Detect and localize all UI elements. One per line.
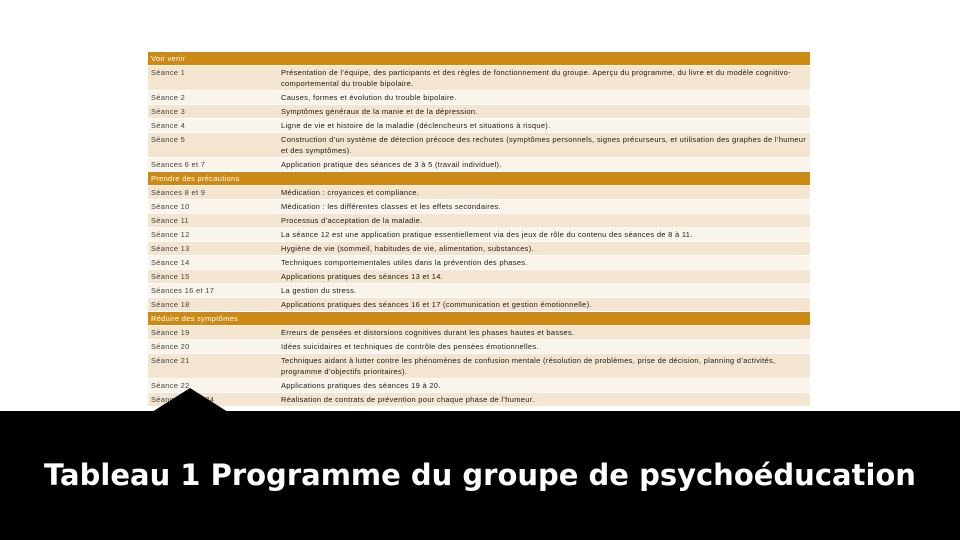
table-row <box>148 393 810 407</box>
content-cell: Symptômes généraux de la manie et de la dépression. <box>278 105 810 119</box>
content-cell: Application pratique des séances de 3 à 5 (travail individuel). <box>278 158 810 172</box>
session-cell: Séance 19 <box>148 326 278 340</box>
content-cell: Processus d’acceptation de la maladie. <box>278 214 810 228</box>
session-cell: Séance 4 <box>148 119 278 133</box>
session-cell: Séance 2 <box>148 91 278 105</box>
table-row <box>148 91 810 105</box>
section-title: Voir venir <box>148 52 810 66</box>
content-cell: Construction d’un système de détection précoce des rechutes (symptômes personnels, signes précurseurs, et utilisation des graphes de l’humeur et des symptômes). <box>278 133 810 158</box>
content-cell: Applications pratiques des séances 16 et 17 (communication et gestion émotionnelle). <box>278 298 810 312</box>
content-cell: Applications pratiques des séances 19 à 20. <box>278 379 810 393</box>
content-cell: Idées suicidaires et techniques de contrôle des pensées émotionnelles. <box>278 340 810 354</box>
session-cell: Séance 14 <box>148 256 278 270</box>
table-row <box>148 214 810 228</box>
table-row <box>148 284 810 298</box>
session-cell: Séance 18 <box>148 298 278 312</box>
session-cell: Séance 13 <box>148 242 278 256</box>
caption-notch <box>152 388 228 412</box>
table-row <box>148 133 810 158</box>
table-row <box>148 256 810 270</box>
session-cell: Séances 6 et 7 <box>148 158 278 172</box>
content-cell: Hygiène de vie (sommeil, habitudes de vie, alimentation, substances). <box>278 242 810 256</box>
session-cell: Séance 15 <box>148 270 278 284</box>
content-cell: Ligne de vie et histoire de la maladie (déclencheurs et situations à risque). <box>278 119 810 133</box>
table-row <box>148 200 810 214</box>
content-cell: La gestion du stress. <box>278 284 810 298</box>
table-row <box>148 379 810 393</box>
table-row <box>148 158 810 172</box>
session-cell: Séance 22 <box>148 379 278 393</box>
content-cell: Réalisation de contrats de prévention pour chaque phase de l’humeur. <box>278 393 810 407</box>
session-cell: Séance 20 <box>148 340 278 354</box>
section-header-row <box>148 52 810 66</box>
program-table <box>148 52 810 407</box>
content-cell: Médication : les différentes classes et les effets secondaires. <box>278 200 810 214</box>
session-cell: Séance 11 <box>148 214 278 228</box>
session-cell: Séance 5 <box>148 133 278 158</box>
slide-caption: Tableau 1 Programme du groupe de psychoéducation <box>44 458 916 492</box>
table-row <box>148 340 810 354</box>
content-cell: Présentation de l’équipe, des participants et des règles de fonctionnement du groupe. Aperçu du programme, du livre et du modèle cognitivo-comportemental du trouble bipolaire. <box>278 66 810 91</box>
session-cell: Séance 10 <box>148 200 278 214</box>
section-title: Prendre des précautions <box>148 172 810 186</box>
content-cell: La séance 12 est une application pratique essentiellement via des jeux de rôle du contenu des séances de 8 à 11. <box>278 228 810 242</box>
table-row <box>148 186 810 200</box>
table-row <box>148 326 810 340</box>
session-cell: Séances 23 et 24 <box>148 393 278 407</box>
table-row <box>148 66 810 91</box>
table-row <box>148 105 810 119</box>
session-cell: Séance 3 <box>148 105 278 119</box>
session-cell: Séance 1 <box>148 66 278 91</box>
table-row <box>148 354 810 379</box>
content-cell: Techniques comportementales utiles dans la prévention des phases. <box>278 256 810 270</box>
table-row <box>148 298 810 312</box>
session-cell: Séance 21 <box>148 354 278 379</box>
content-cell: Erreurs de pensées et distorsions cognitives durant les phases hautes et basses. <box>278 326 810 340</box>
content-cell: Applications pratiques des séances 13 et 14. <box>278 270 810 284</box>
section-title: Réduire des symptômes <box>148 312 810 326</box>
content-cell: Techniques aidant à lutter contre les phénomènes de confusion mentale (résolution de problèmes, prise de décision, planning d’activités, programme d’objectifs prioritaires). <box>278 354 810 379</box>
content-cell: Médication : croyances et compliance. <box>278 186 810 200</box>
content-cell: Causes, formes et évolution du trouble bipolaire. <box>278 91 810 105</box>
session-cell: Séance 12 <box>148 228 278 242</box>
section-header-row <box>148 172 810 186</box>
table-row <box>148 228 810 242</box>
table-row <box>148 119 810 133</box>
table-row <box>148 242 810 256</box>
session-cell: Séances 16 et 17 <box>148 284 278 298</box>
section-header-row <box>148 312 810 326</box>
session-cell: Séances 8 et 9 <box>148 186 278 200</box>
table-row <box>148 270 810 284</box>
